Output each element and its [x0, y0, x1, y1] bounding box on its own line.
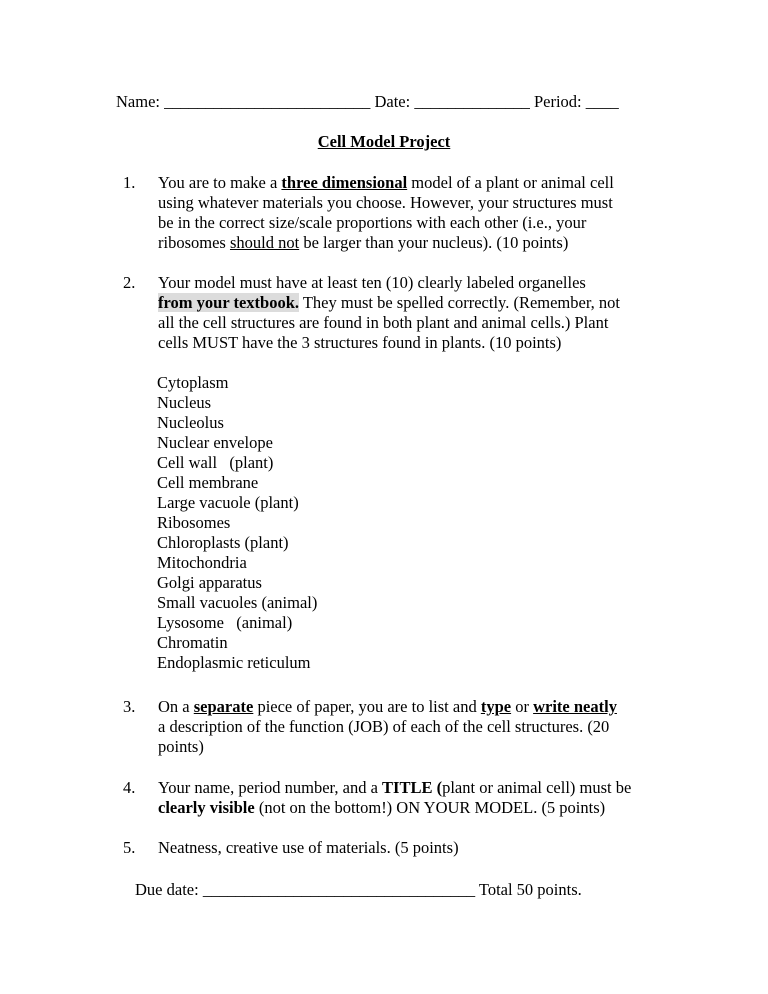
item-line: [158, 173, 688, 193]
emphasis-text: clearly visible: [158, 798, 255, 817]
item-number: 4.: [123, 778, 136, 797]
period-label: Period:: [533, 92, 582, 111]
item-line: cells MUST have the 3 structures found in plants. (10 points): [158, 333, 562, 352]
name-blank: _________________________: [164, 92, 371, 111]
date-label: Date:: [374, 92, 411, 111]
text-run: plant or animal cell) must be: [442, 778, 632, 797]
text-run: or: [511, 697, 534, 716]
item-line: Neatness, creative use of materials. (5 points): [158, 838, 459, 857]
item-number: 1.: [123, 173, 136, 192]
text-run: model of a plant or animal cell: [407, 173, 614, 192]
list-item: Lysosome (animal): [157, 613, 293, 632]
list-item: Nucleolus: [157, 413, 224, 432]
text-run: They must be spelled correctly. (Remember, not: [299, 293, 621, 312]
header-line: [116, 92, 716, 112]
organelle-list: [157, 373, 317, 673]
list-item: Chloroplasts (plant): [157, 533, 289, 552]
item-line: [158, 697, 688, 717]
emphasis-text: write neatly: [533, 697, 617, 716]
item-line: Your model must have at least ten (10) clearly labeled organelles: [158, 273, 586, 292]
item-number: 5.: [123, 838, 136, 857]
list-item: Ribosomes: [157, 513, 231, 532]
total-points: Total 50 points.: [478, 880, 582, 899]
text-run: Your name, period number, and a: [158, 778, 383, 797]
period-blank: ____: [585, 92, 619, 111]
emphasis-text: should not: [229, 233, 300, 252]
page-title: Cell Model Project: [317, 132, 451, 151]
item-line: [158, 233, 688, 253]
list-item: Chromatin: [157, 633, 228, 652]
date-blank: ______________: [414, 92, 530, 111]
list-item: Cell wall (plant): [157, 453, 274, 472]
item-line: using whatever materials you choose. However, your structures must: [158, 193, 613, 212]
due-date-line: [135, 880, 582, 900]
item-line: [158, 293, 688, 313]
item-line: a description of the function (JOB) of each of the cell structures. (20: [158, 717, 610, 736]
emphasis-text: three dimensional: [281, 173, 408, 192]
highlighted-text: from your textbook.: [158, 293, 300, 312]
emphasis-text: type: [480, 697, 512, 716]
due-date-label: Due date:: [135, 880, 199, 899]
name-label: Name:: [116, 92, 160, 111]
list-item: Cell membrane: [157, 473, 259, 492]
item-line: [158, 778, 688, 798]
list-item: Large vacuole (plant): [157, 493, 299, 512]
emphasis-text: TITLE (: [382, 778, 443, 797]
item-line: be in the correct size/scale proportions with each other (i.e., your: [158, 213, 587, 232]
text-run: (not on the bottom!) ON YOUR MODEL. (5 points): [254, 798, 606, 817]
list-item: Nucleus: [157, 393, 212, 412]
item-line: [158, 798, 688, 818]
item-number: 2.: [123, 273, 136, 292]
text-run: On a: [158, 697, 194, 716]
text-run: You are to make a: [158, 173, 282, 192]
text-run: be larger than your nucleus). (10 points): [299, 233, 569, 252]
item-line: all the cell structures are found in both plant and animal cells.) Plant: [158, 313, 609, 332]
due-date-blank: _________________________________: [202, 880, 476, 899]
emphasis-text: separate: [193, 697, 254, 716]
list-item: Small vacuoles (animal): [157, 593, 318, 612]
list-item: Cytoplasm: [157, 373, 229, 392]
text-run: piece of paper, you are to list and: [253, 697, 481, 716]
list-item: Mitochondria: [157, 553, 247, 572]
item-line: points): [158, 737, 204, 756]
list-item: Golgi apparatus: [157, 573, 262, 592]
item-number: 3.: [123, 697, 136, 716]
list-item: Nuclear envelope: [157, 433, 273, 452]
list-item: Endoplasmic reticulum: [157, 653, 311, 672]
text-run: ribosomes: [158, 233, 230, 252]
